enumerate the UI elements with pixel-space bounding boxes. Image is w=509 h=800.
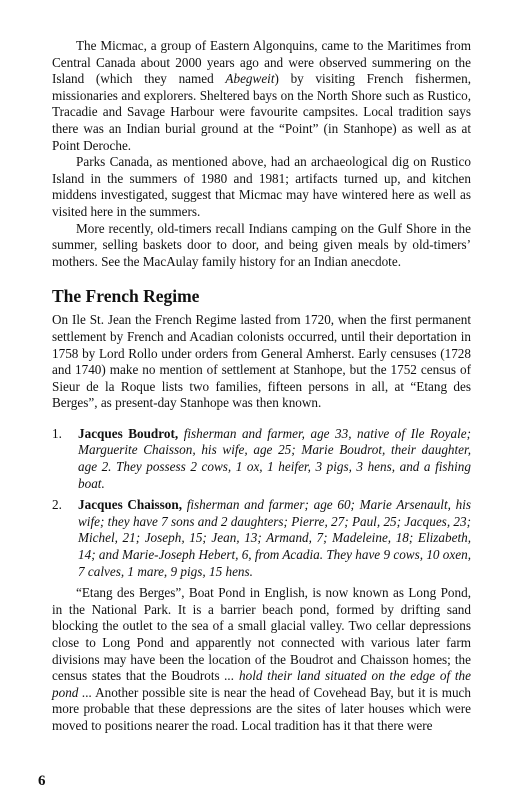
text-run: The Micmac, a group of Eastern Algonquins, came to the Maritimes from Central Canada about 2000 years ago and were observed summering on the Island (which they named [52,38,471,87]
text-run: ) by visiting French fishermen, missionaries and explorers. Sheltered bays on the North Shore such as Rustico, Tracadie and Savage Harbour were favourite campsites. Local tradition says there was an Indian burial ground at the “Point” (in Stanhope) as well as at Point Deroche. [52,71,471,153]
section-paragraph-french-regime: On Ile St. Jean the French Regime lasted from 1720, when the first permanent settlement by French and Acadian colonists occurred, until their deportation in 1758 by Lord Rollo under orders from General Amherst. Early censuses (1728 and 1740) make no mention of settlement at Stanhope, but the 1752 census of Sieur de la Roque lists two families, fifteen persons in all, at “Etang des Berges”, as present-day Stanhope was then known. [52,312,471,411]
entry-number: 1. [52,425,62,441]
entry-name: Jacques Chaisson, [78,497,182,513]
census-entry [52,426,471,492]
entry-details: fisherman and farmer, age 33, native of Ile Royale; Marguerite Chaisson, his wife, age 25; Marie Boudrot, their daughter, age 2. They possess 2 cows, 1 ox, 1 heifer, 3 pigs, 3 hens, and a fishing boat. [78,425,471,491]
closing-paragraph-etang-des-berges [52,585,471,734]
italic-term: Abegweit [225,71,275,87]
intro-paragraph-parks-canada: Parks Canada, as mentioned above, had an archaeological dig on Rustico Island in the summers of 1980 and 1981; artifacts turned up, and kitchen middens investigated, suggest that Micmac may have wintered here as well as visited here in the summers. [52,154,471,219]
intro-paragraph-micmac [52,38,471,154]
section-heading: The French Regime [52,286,200,307]
intro-paragraph-old-timers: More recently, old-timers recall Indians camping on the Gulf Shore in the summer, selling baskets door to door, and being given meals by old-timers’ mothers. See the MacAulay family history for an Indian anecdote. [52,220,471,269]
text-run: “Etang des Berges”, Boat Pond in English, is now known as Long Pond, in the National Park. It is a barrier beach pond, formed by drifting sand blocking the outlet to the sea of a small glacial valley. Two cellar depressions close to Long Pond and apparently not connected with various later farm divisions may have been the location of the Boudrot and Chaisson homes; the census states that the Boudrots [52,585,471,684]
entry-name: Jacques Boudrot, [78,425,179,441]
entry-number: 2. [52,497,62,513]
census-entry [52,497,471,580]
italic-quote: ... hold their land situated on the edge of the pond ... [52,668,471,700]
census-list [52,426,471,580]
page-number: 6 [38,773,46,789]
entry-details: fisherman and farmer; age 60; Marie Arsenault, his wife; they have 7 sons and 2 daughters; Pierre, 27; Paul, 25; Jacques, 23; Michel, 21; Joseph, 15; Jean, 13; Armand, 7; Madeleine, 18; Elizabeth, 14; and Marie-Joseph Hebert, 6, from Acadia. They have 9 cows, 10 oxen, 7 calves, 1 mare, 9 pigs, 15 hens. [78,497,471,579]
text-run: Another possible site is near the head of Covehead Bay, but it is much more probable that these depressions are the sites of later houses which were moved to positions nearer the road. Local tradition has it that there were [52,684,471,733]
